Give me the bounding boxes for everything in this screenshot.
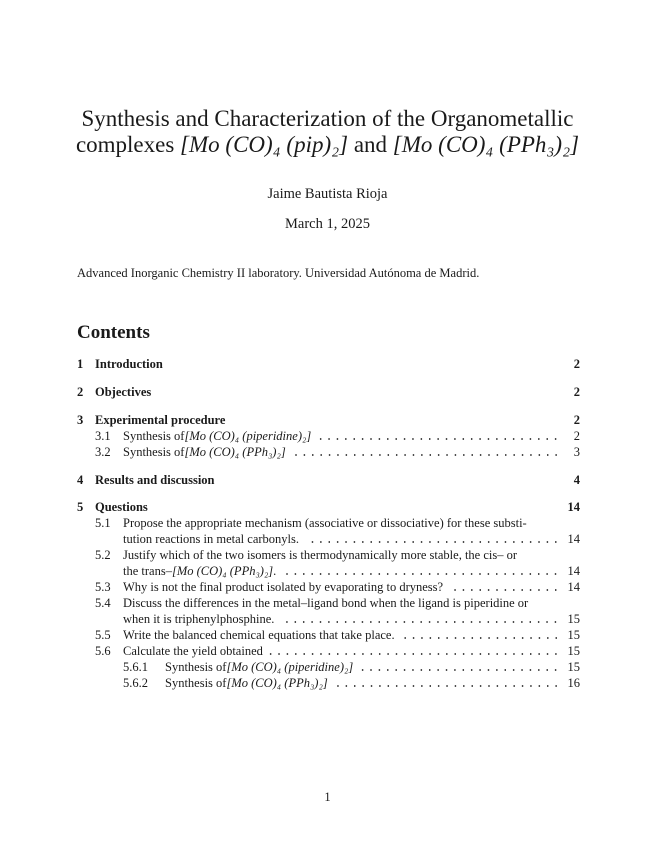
toc-title: Experimental procedure <box>95 413 226 427</box>
toc-title: Questions <box>95 500 148 514</box>
title-line-2 <box>0 132 655 158</box>
toc-title: tution reactions in metal carbonyls. <box>123 532 299 546</box>
toc-number: 5.4 <box>95 596 111 610</box>
toc-entry[interactable] <box>123 675 580 691</box>
toc-page: 14 <box>567 500 580 514</box>
toc-page: 14 <box>567 580 580 594</box>
toc-title: Objectives <box>95 385 152 399</box>
dot-leader <box>282 572 560 576</box>
toc-formula: [Mo (CO)₄ (piperidine)₂] <box>226 660 354 674</box>
toc-entry[interactable] <box>77 499 580 515</box>
toc-page: 4 <box>573 473 580 487</box>
dot-leader <box>280 620 560 624</box>
toc-page: 14 <box>567 532 580 546</box>
toc-number: 3.2 <box>95 445 111 459</box>
dot-leader <box>359 668 560 672</box>
toc-number: 3 <box>77 413 84 427</box>
dot-leader <box>292 453 560 457</box>
toc-title: when it is triphenylphosphine. <box>123 612 275 626</box>
toc-page: 2 <box>573 357 580 371</box>
dot-leader <box>269 652 560 656</box>
toc-entry[interactable] <box>77 412 580 428</box>
toc-formula: [Mo (CO)₄ (piperidine)₂] <box>184 429 312 443</box>
affiliation: Advanced Inorganic Chemistry II laboratory. Universidad Autónoma de Madrid. <box>77 266 480 280</box>
toc-title: Synthesis of <box>165 660 227 674</box>
toc-number: 2 <box>77 385 84 399</box>
toc-entry[interactable] <box>77 472 580 488</box>
toc-number: 5 <box>77 500 84 514</box>
toc-title: Propose the appropriate mechanism (associative or dissociative) for these substi- <box>123 516 527 530</box>
toc-number: 5.1 <box>95 516 111 530</box>
toc-number: 5.6.1 <box>123 660 148 674</box>
toc-title: Synthesis of <box>123 445 185 459</box>
toc-number: 5.6.2 <box>123 676 148 690</box>
formula-mo-co4-pip2: [Mo (CO)₄ (pip)₂] <box>180 132 349 157</box>
toc-entry[interactable] <box>95 515 580 531</box>
toc-title: Introduction <box>95 357 163 371</box>
toc-title: Write the balanced chemical equations that take place. <box>123 628 395 642</box>
formula-mo-co4-pph3-2: [Mo (CO)₄ (PPh₃)₂] <box>392 132 580 157</box>
toc-entry[interactable] <box>95 547 580 563</box>
toc-title: Results and discussion <box>95 473 215 487</box>
toc-title: Why is not the final product isolated by evaporating to dryness? <box>123 580 444 594</box>
toc-entry[interactable] <box>77 384 580 400</box>
toc-entry-continued[interactable] <box>123 611 580 627</box>
toc-entry[interactable] <box>95 428 580 444</box>
date: March 1, 2025 <box>285 216 370 232</box>
toc-page: 3 <box>573 445 580 459</box>
toc-page: 15 <box>567 660 580 674</box>
toc-number: 5.3 <box>95 580 111 594</box>
dot-leader <box>334 684 560 688</box>
toc-page: 15 <box>567 644 580 658</box>
dot-leader <box>449 588 560 592</box>
toc-formula: [Mo (CO)₄ (PPh₃)₂] <box>184 445 286 459</box>
toc-entry[interactable] <box>95 595 580 611</box>
toc-entry[interactable] <box>77 356 580 372</box>
toc-number: 5.2 <box>95 548 111 562</box>
author: Jaime Bautista Rioja <box>267 186 388 202</box>
toc-number: 4 <box>77 473 84 487</box>
document-title <box>0 106 655 158</box>
toc-title: . <box>273 564 277 578</box>
toc-title: Discuss the differences in the metal–ligand bond when the ligand is piperidine or <box>123 596 529 610</box>
toc-number: 5.5 <box>95 628 111 642</box>
toc-page: 15 <box>567 628 580 642</box>
toc-entry[interactable] <box>123 659 580 675</box>
toc-entry-continued[interactable] <box>123 531 580 547</box>
title-text: and <box>348 132 393 157</box>
toc-page: 2 <box>573 385 580 399</box>
toc-page: 16 <box>567 676 580 690</box>
title-text: complexes <box>75 132 181 157</box>
title-line-1: Synthesis and Characterization of the Organometallic <box>81 106 574 131</box>
toc-title: Synthesis of <box>123 429 185 443</box>
toc-page: 2 <box>573 429 580 443</box>
toc-page: 2 <box>573 413 580 427</box>
toc-entry[interactable] <box>95 579 580 595</box>
dot-leader <box>317 437 560 441</box>
contents-heading: Contents <box>77 322 150 343</box>
page-number: 1 <box>324 790 331 804</box>
toc-title: Justify which of the two isomers is thermodynamically more stable, the cis– or <box>123 548 518 562</box>
toc-number: 5.6 <box>95 644 111 658</box>
dot-leader <box>401 636 560 640</box>
toc-number: 1 <box>77 357 84 371</box>
toc-title: Calculate the yield obtained <box>123 644 263 658</box>
toc-entry[interactable] <box>95 627 580 643</box>
dot-leader <box>305 540 560 544</box>
toc-title: the trans– <box>123 564 172 578</box>
toc-number: 3.1 <box>95 429 111 443</box>
toc-formula: [Mo (CO)₄ (PPh₃)₂] <box>171 564 274 578</box>
toc-entry[interactable] <box>95 643 580 659</box>
toc-formula: [Mo (CO)₄ (PPh₃)₂] <box>226 676 328 690</box>
toc-entry[interactable] <box>95 444 580 460</box>
toc-page: 14 <box>567 564 580 578</box>
toc-entry-continued[interactable] <box>123 563 580 579</box>
toc-page: 15 <box>567 612 580 626</box>
toc-title: Synthesis of <box>165 676 227 690</box>
